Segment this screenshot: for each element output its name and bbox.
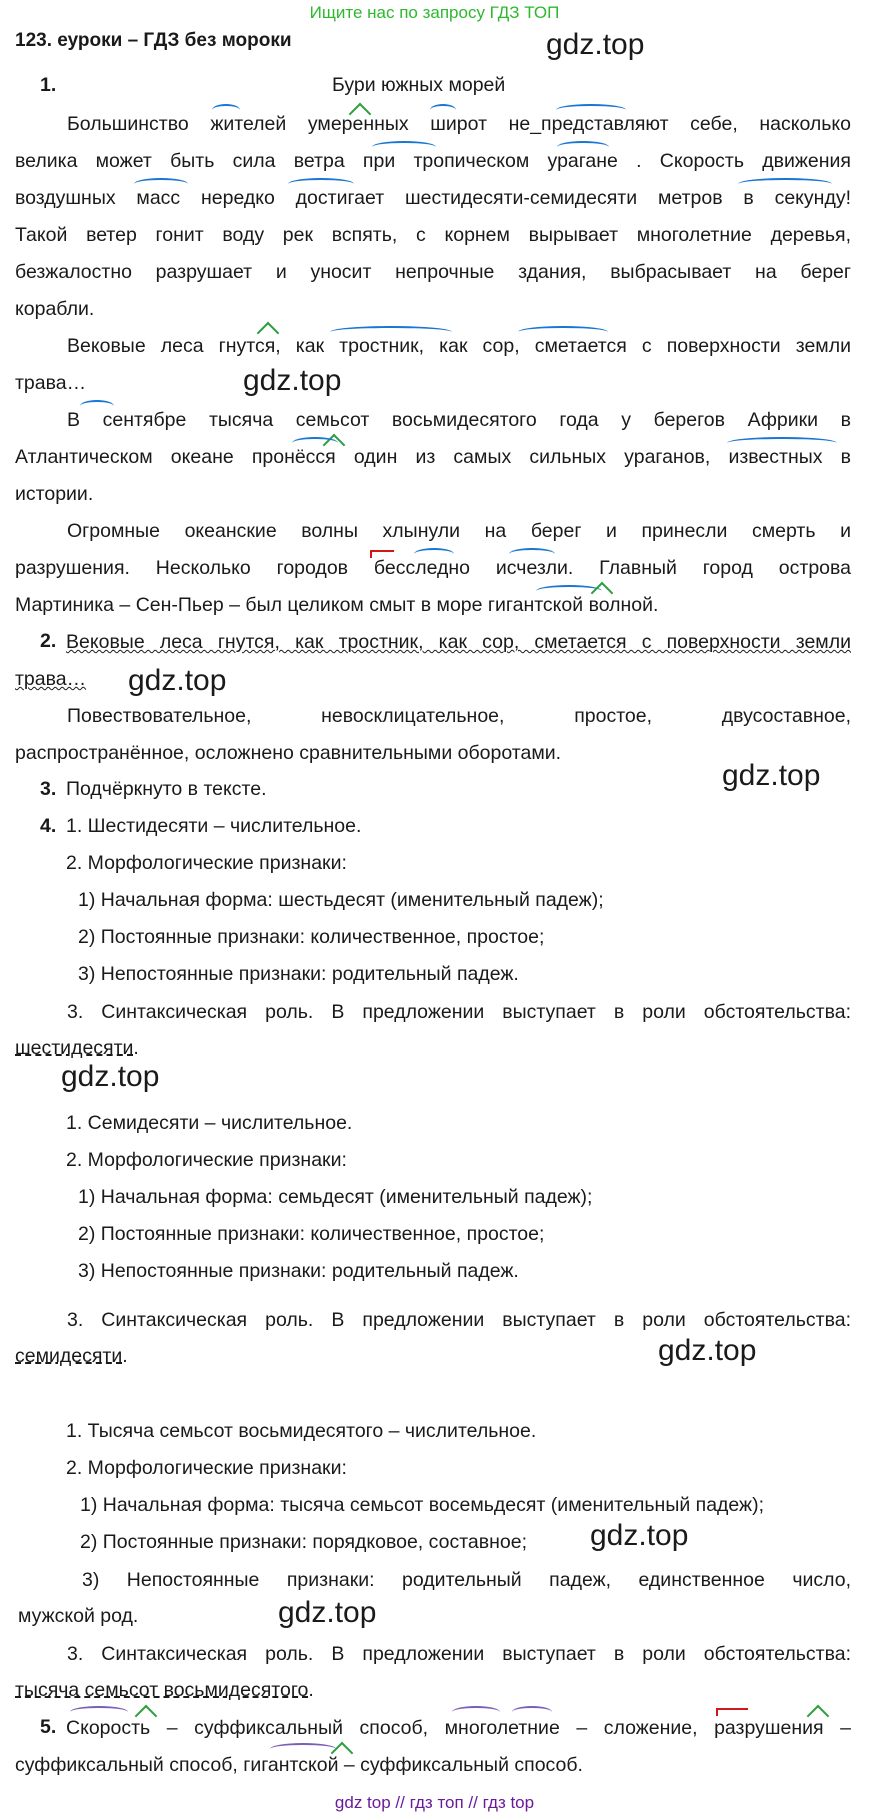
word-formation-line: Скорость – суффиксальный способ, многолетние – сложение, разрушения – (66, 1717, 851, 1739)
analyzed-sentence-line: Вековые леса гнутся, как тростник, как сор, сметается с поверхности земли (66, 631, 851, 653)
task-answer-text: Подчёркнуто в тексте. (66, 778, 267, 800)
analysis-syntax: 3. Синтаксическая роль. В предложении выступает в роли обстоятельства: (67, 1309, 851, 1331)
footer-links[interactable]: gdz top // гдз топ // гдз top (334, 1793, 535, 1812)
text-line: Большинство жителей умеренных широт не_представляют себе, насколько (67, 113, 851, 135)
analysis-item: 1) Начальная форма: тысяча семьсот восемьдесят (именительный падеж); (80, 1494, 765, 1516)
watermark: gdz.top (278, 1596, 377, 1629)
root-arc-mark (452, 1706, 500, 1718)
analysis-item: 1) Начальная форма: семьдесят (именительный падеж); (78, 1186, 593, 1208)
watermark: gdz.top (61, 1060, 160, 1093)
text-line: Вековые леса гнутся, как тростник, как сор, сметается с поверхности земли (67, 335, 851, 357)
word-formation-line: суффиксальный способ, гигантской – суффиксальный способ. (15, 1754, 583, 1776)
root-arc-mark (212, 104, 240, 116)
watermark: gdz.top (546, 28, 645, 61)
analysis-morph-heading: 2. Морфологические признаки: (66, 1149, 347, 1171)
root-arc-mark (414, 548, 454, 560)
prefix-mark (716, 1708, 748, 1716)
underlined-word: шестидесяти (15, 1037, 134, 1059)
analysis-item: мужской род. (18, 1605, 139, 1627)
watermark: gdz.top (590, 1519, 689, 1552)
analysis-syntax: 3. Синтаксическая роль. В предложении выступает в роли обстоятельства: (67, 1643, 851, 1665)
search-banner-link[interactable]: Ищите нас по запросу ГДЗ ТОП (309, 3, 560, 22)
period: . (122, 1345, 128, 1367)
root-arc-mark (134, 178, 188, 190)
text-line: Огромные океанские волны хлынули на берег и принесли смерть и (67, 520, 851, 542)
root-arc-mark (556, 104, 626, 116)
root-arc-mark (512, 1706, 552, 1718)
text-line: истории. (15, 483, 94, 505)
task-number: 3. (40, 778, 57, 800)
syntax-analysis-line: Повествовательное, невосклицательное, простое, двусоставное, (67, 705, 851, 727)
text-line: велика может быть сила ветра при тропическом урагане . Скорость движения (15, 150, 851, 172)
root-arc-mark (288, 178, 354, 190)
analysis-morph-heading: 2. Морфологические признаки: (66, 1457, 347, 1479)
text-line: воздушных масс нередко достигает шестидесяти-семидесяти метров в секунду! (15, 187, 851, 209)
underlined-word: тысяча семьсот восьмидесятого (15, 1679, 309, 1701)
analysis-word-line (15, 1037, 139, 1060)
watermark: gdz.top (128, 664, 227, 697)
period: . (308, 1679, 314, 1701)
root-arc-mark (557, 141, 609, 153)
text-line: В сентябре тысяча семьсот восьмидесятого года у берегов Африки в (67, 409, 851, 431)
analysis-item: 3) Непостоянные признаки: родительный падеж. (78, 963, 519, 985)
text-line: безжалостно разрушает и уносит непрочные здания, выбрасывает на берег (15, 261, 851, 283)
analysis-item: 2) Постоянные признаки: количественное, простое; (78, 1223, 545, 1245)
text-line: корабли. (15, 298, 95, 320)
analysis-item: 2) Постоянные признаки: количественное, простое; (78, 926, 545, 948)
root-arc-mark (270, 1743, 336, 1755)
analysis-syntax: 3. Синтаксическая роль. В предложении выступает в роли обстоятельства: (67, 1001, 851, 1023)
root-arc-mark (509, 548, 555, 560)
analysis-item: 2) Постоянные признаки: порядковое, составное; (80, 1531, 527, 1553)
text-line: Такой ветер гонит воду рек вспять, с корнем вырывает многолетние деревья, (15, 224, 851, 246)
root-arc-mark (518, 326, 608, 338)
root-arc-mark (738, 178, 832, 190)
analysis-title: 1. Тысяча семьсот восьмидесятого – числительное. (66, 1420, 537, 1442)
watermark: gdz.top (243, 364, 342, 397)
watermark: gdz.top (658, 1334, 757, 1367)
analysis-morph-heading: 2. Морфологические признаки: (66, 852, 347, 874)
task-number: 2. (40, 630, 57, 652)
syntax-analysis-line: распространённое, осложнено сравнительными оборотами. (15, 742, 562, 764)
task-number: 4. (40, 815, 57, 837)
watermark: gdz.top (722, 759, 821, 792)
prefix-mark (370, 550, 394, 558)
root-arc-mark (727, 437, 837, 449)
period: . (133, 1037, 139, 1059)
text-line: разрушения. Несколько городов бесследно исчезли. Главный город острова (15, 557, 851, 579)
analysis-item: 3) Непостоянные признаки: родительный падеж, единственное число, (82, 1569, 851, 1591)
text-line: трава… (15, 372, 87, 394)
root-arc-mark (70, 1706, 128, 1718)
root-arc-mark (372, 141, 436, 153)
analysis-item: 3) Непостоянные признаки: родительный падеж. (78, 1260, 519, 1282)
root-arc-mark (430, 104, 456, 116)
root-arc-mark (292, 437, 338, 449)
page-header-title: 123. еуроки – ГДЗ без мороки (15, 30, 292, 51)
root-arc-mark (80, 400, 114, 412)
analysis-item: 1) Начальная форма: шестьдесят (именительный падеж); (78, 889, 604, 911)
task-number: 1. (40, 74, 57, 96)
analysis-word-line (15, 1679, 314, 1702)
text-line: Атлантическом океане пронёсся один из самых сильных ураганов, известных в (15, 446, 851, 468)
task-number: 5. (40, 1716, 57, 1738)
text-title: Бури южных морей (332, 74, 506, 96)
analyzed-sentence-line: трава… (15, 668, 87, 690)
root-arc-mark (330, 326, 452, 338)
underlined-word: семидесяти (15, 1345, 123, 1367)
text-line: Мартиника – Сен-Пьер – был целиком смыт в море гигантской волной. (15, 594, 659, 616)
analysis-word-line (15, 1345, 128, 1368)
analysis-title: 1. Семидесяти – числительное. (66, 1112, 353, 1134)
analysis-title: 1. Шестидесяти – числительное. (66, 815, 362, 837)
